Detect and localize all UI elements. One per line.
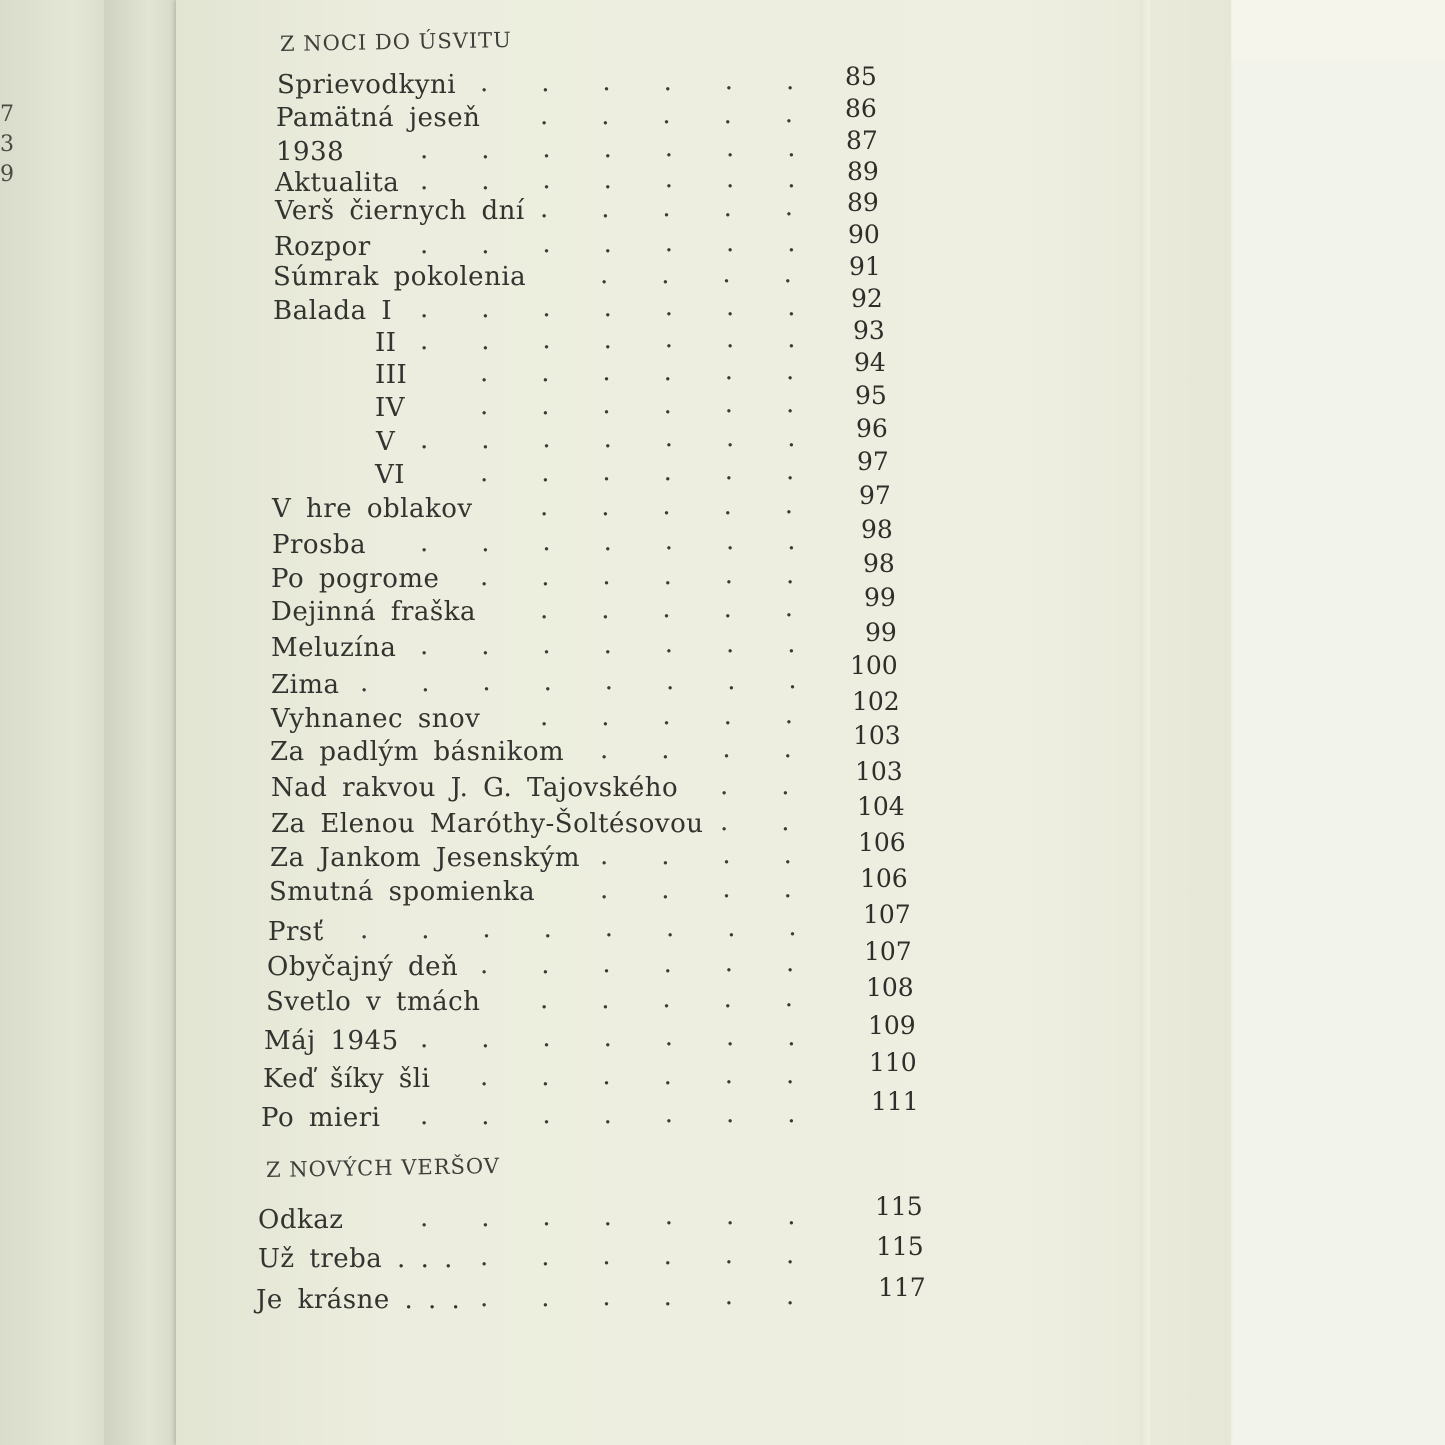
toc-entry-title: Prsť — [268, 917, 324, 947]
toc-entry-page: 99 — [865, 618, 897, 647]
toc-entry-page: 110 — [869, 1048, 917, 1077]
toc-entry-title: 1938 — [276, 137, 345, 167]
toc-entry-page: 104 — [857, 792, 905, 821]
toc-entry-page: 85 — [845, 62, 877, 91]
toc-entry-title: Svetlo v tmách — [266, 987, 481, 1017]
toc-entry-title: Smutná spomienka — [269, 877, 536, 907]
toc-entry-title: Za Elenou Maróthy-Šoltésovou — [271, 809, 704, 839]
toc-entry-title: Je krásne . . . — [256, 1285, 461, 1315]
toc-entry-title: Keď šíky šli — [263, 1064, 431, 1094]
page-fold-strip — [104, 0, 180, 1445]
toc-entry-page: 93 — [853, 316, 885, 345]
toc-entry-page: 115 — [875, 1192, 923, 1221]
toc-entry-title: Vyhnanec snov — [271, 704, 481, 734]
toc-entry-title: Po pogrome — [271, 564, 440, 594]
toc-entry-title: Nad rakvou J. G. Tajovského — [271, 773, 679, 803]
toc-entry-page: 106 — [858, 828, 906, 857]
section-title: Z NOVÝCH VERŠOV — [265, 1153, 501, 1183]
toc-entry-page: 98 — [861, 515, 893, 544]
toc-entry-page: 98 — [863, 549, 895, 578]
left-page — [0, 0, 104, 1445]
toc-entry-page: 97 — [859, 481, 891, 510]
toc-entry-title: Súmrak pokolenia — [273, 262, 527, 292]
toc-entry-page: 87 — [846, 126, 878, 155]
toc-entry-title: V hre oblakov — [272, 494, 473, 524]
toc-entry-title: Zima — [271, 670, 340, 700]
toc-entry-page: 92 — [851, 284, 883, 313]
left-page-digits — [0, 100, 14, 190]
left-digit: 3 — [0, 132, 14, 157]
toc-entry-page: 107 — [864, 937, 912, 966]
toc-entry-title: Balada I — [273, 296, 393, 326]
toc-entry-page: 108 — [866, 973, 914, 1002]
page-edge — [1140, 0, 1150, 1445]
toc-entry-title: V — [376, 427, 396, 457]
toc-entry-page: 115 — [876, 1232, 924, 1261]
toc-entry-title: Už treba . . . — [258, 1244, 453, 1274]
toc-entry-page: 94 — [854, 348, 886, 377]
toc-entry-page: 91 — [849, 252, 881, 281]
toc-entry-title: IV — [375, 393, 406, 423]
left-digit: 7 — [0, 102, 14, 127]
toc-entry-title: Obyčajný deň — [267, 952, 459, 982]
toc-entry-title: Verš čiernych dní — [275, 196, 525, 226]
toc-entry-title: Pamätná jeseň — [276, 103, 481, 133]
toc-entry-page: 100 — [850, 651, 898, 680]
toc-entry-page: 106 — [860, 864, 908, 893]
toc-entry-title: Prosba — [272, 530, 367, 560]
toc-entry-page: 89 — [847, 157, 879, 186]
toc-entry-page: 107 — [863, 900, 911, 929]
toc-entry-page: 103 — [855, 757, 903, 786]
toc-entry-title: Máj 1945 — [264, 1026, 399, 1056]
toc-entry-page: 103 — [853, 721, 901, 750]
toc-entry-page: 90 — [848, 220, 880, 249]
toc-entry-page: 109 — [868, 1011, 916, 1040]
toc-entry-page: 89 — [847, 188, 879, 217]
toc-entry-title: Dejinná fraška — [271, 597, 477, 627]
toc-entry-page: 96 — [856, 414, 888, 443]
toc-entry-page: 99 — [864, 583, 896, 612]
toc-entry-title: Rozpor — [274, 232, 371, 262]
toc-entry-page: 111 — [871, 1087, 919, 1116]
toc-entry-page: 102 — [852, 687, 900, 716]
toc-entry-page: 86 — [845, 94, 877, 123]
toc-entry-title: II — [375, 328, 397, 358]
toc-entry-title: Meluzína — [271, 633, 397, 663]
toc-entry-page: 95 — [855, 381, 887, 410]
left-digit: 9 — [0, 162, 14, 187]
toc-entry-title: Za Jankom Jesenským — [270, 843, 581, 873]
toc-entry-title: VI — [375, 460, 406, 490]
toc-entry-page: 97 — [857, 447, 889, 476]
toc-entry-title: Za padlým básnikom — [270, 737, 565, 767]
toc-entry-title: Odkaz — [258, 1205, 344, 1235]
toc-entry-title: III — [375, 360, 408, 390]
toc-entry-title: Aktualita — [275, 168, 400, 198]
toc-entry-page: 117 — [878, 1273, 926, 1302]
toc-entry-title: Sprievodkyni — [277, 70, 457, 100]
toc-entry-title: Po mieri — [261, 1103, 381, 1133]
section-title: Z NOCI DO ÚSVITU — [279, 27, 513, 57]
